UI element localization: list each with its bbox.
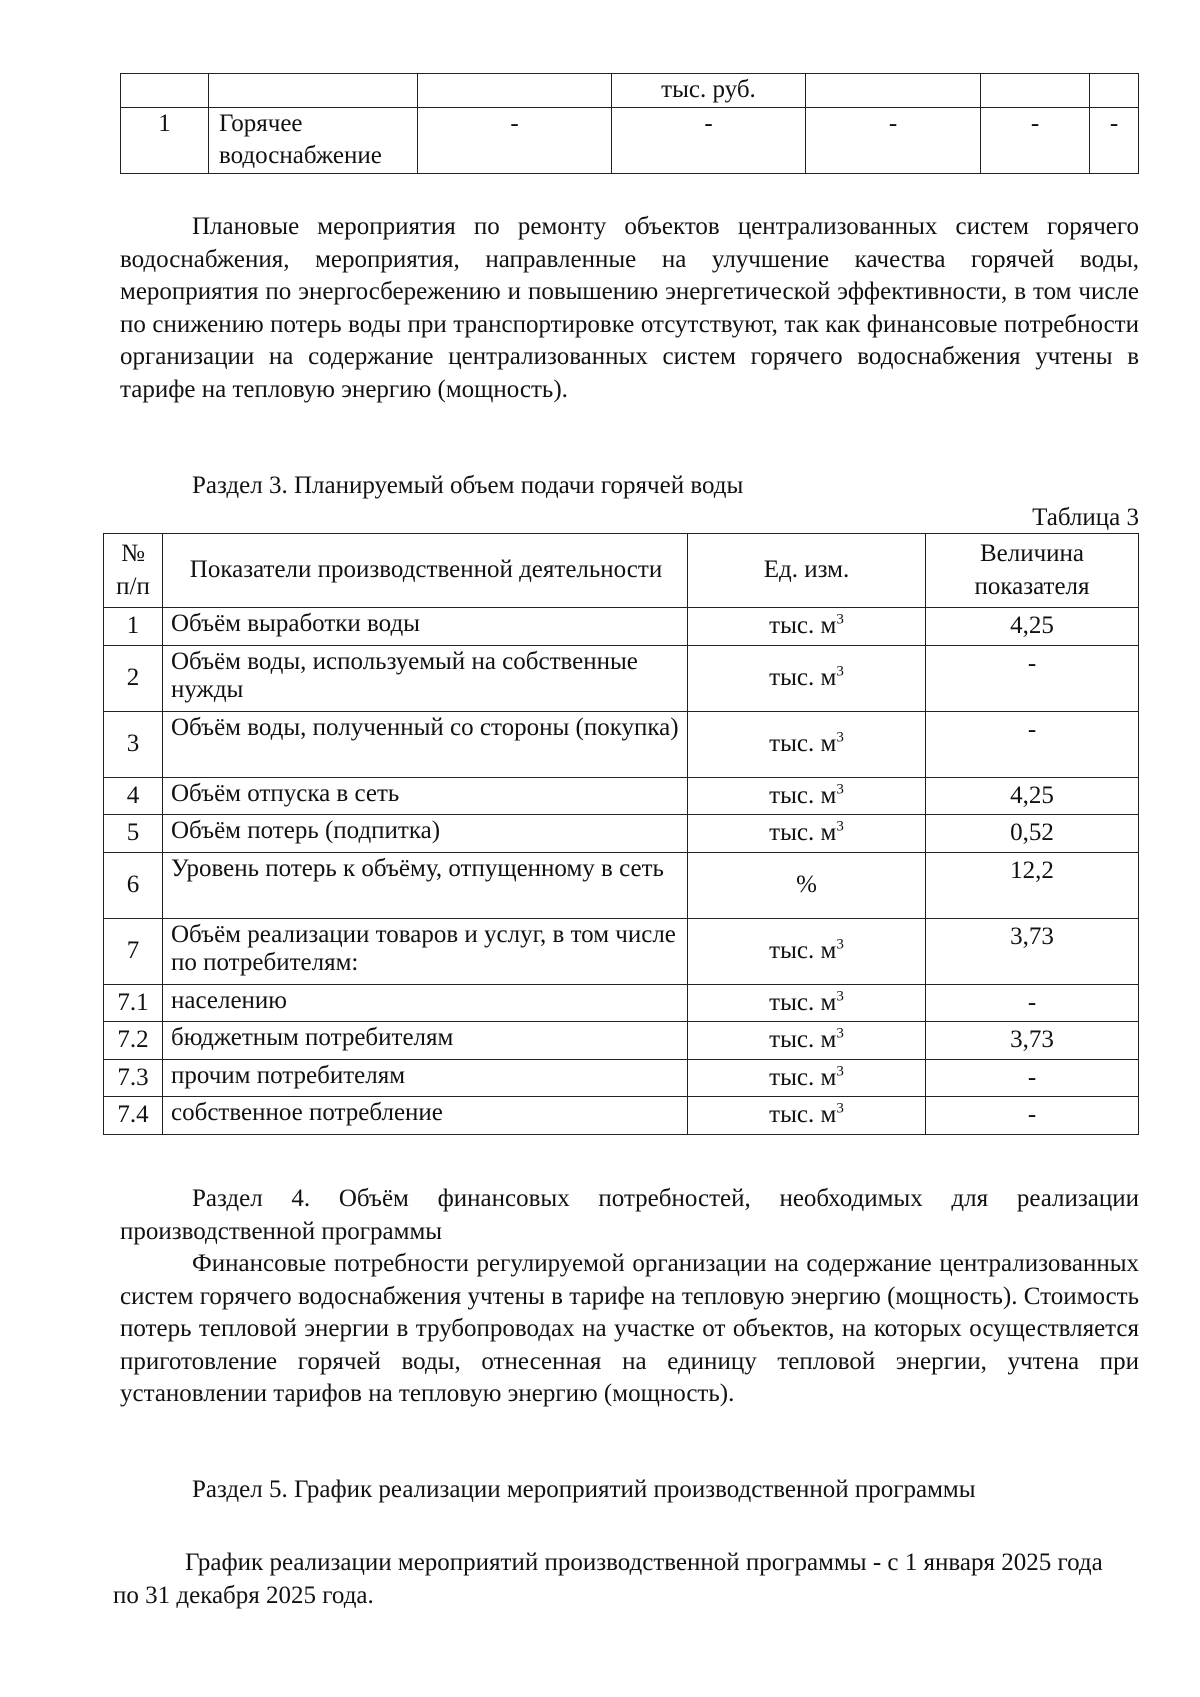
top-table-value: - [806, 107, 981, 173]
table3-row-unit-superscript: 3 [836, 1025, 844, 1042]
table3-row-unit [688, 815, 926, 853]
table3-row-unit-text: тыс. м [769, 1063, 837, 1091]
table3-row-unit-superscript: 3 [836, 936, 844, 953]
paragraph-planned-measures: Плановые мероприятия по ремонту объектов централизованных систем горячего водоснабжения, мероприятия, направленные на улучшение качества горячей воды, мероприятия по энергосбережению и повышению энергетической эффективности, в том числе по снижению потерь воды при транспортировке отсутствуют, так как финансовые потребности организации на содержание централизованных систем горячего водоснабжения учтены в тарифе на тепловую энергию (мощность). [120, 213, 1139, 403]
table3-row-unit [688, 1059, 926, 1097]
table3 [103, 533, 1139, 1135]
table3-row-unit-superscript: 3 [836, 988, 844, 1005]
table3-row-unit [688, 852, 926, 918]
paragraph-schedule: График реализации мероприятий производственной программы - с 1 января 2025 года по 31 декабря 2025 года. [113, 1549, 1103, 1609]
table3-row-unit [688, 777, 926, 815]
table3-row-unit-superscript: 3 [836, 1063, 844, 1080]
table3-row-num: 7.4 [104, 1097, 163, 1135]
table3-row [104, 777, 1139, 815]
table3-row-name: Уровень потерь к объёму, отпущенному в сеть [163, 852, 688, 918]
table3-row-value: 3,73 [926, 1022, 1139, 1060]
table3-row [104, 852, 1139, 918]
table3-row-unit-superscript: 3 [836, 818, 844, 835]
table3-row [104, 1097, 1139, 1135]
table3-row-unit-superscript: 3 [836, 729, 844, 746]
table3-row-num: 6 [104, 852, 163, 918]
table3-row-name: собственное потребление [163, 1097, 688, 1135]
table3-row-unit [688, 645, 926, 711]
table3-row-unit [688, 918, 926, 984]
top-table-row-name-line2: водоснабжение [219, 142, 382, 169]
table3-row-unit-superscript: 3 [836, 663, 844, 680]
table3-row-name: бюджетным потребителям [163, 1022, 688, 1060]
table3-row [104, 608, 1139, 646]
table3-caption: Таблица 3 [1032, 504, 1139, 531]
top-table-row-num: 1 [121, 107, 209, 173]
table3-row-unit-text: тыс. м [769, 819, 837, 846]
table3-row-value: 3,73 [926, 918, 1139, 984]
table3-row-unit-text: % [796, 870, 817, 898]
table3-header-row [104, 534, 1139, 608]
top-table-cell [806, 74, 981, 108]
top-table-row-name [209, 107, 418, 173]
table3-header-unit: Ед. изм. [688, 534, 926, 608]
table3-body [104, 608, 1139, 1135]
table3-row-unit-text: тыс. м [769, 663, 837, 691]
table3-row-name: Объём потерь (подпитка) [163, 815, 688, 853]
table3-row-num: 7 [104, 918, 163, 984]
table3-row [104, 1022, 1139, 1060]
table3-row [104, 711, 1139, 777]
table3-row [104, 918, 1139, 984]
table3-row-name: Объём реализации товаров и услуг, в том числе по потребителям: [163, 918, 688, 984]
table3-row [104, 815, 1139, 853]
table3-row-name: населению [163, 984, 688, 1022]
table3-row-num: 7.3 [104, 1059, 163, 1097]
table3-row-unit-superscript: 3 [836, 611, 844, 628]
top-table-value: - [418, 107, 612, 173]
table3-row [104, 645, 1139, 711]
table3-row-num: 4 [104, 777, 163, 815]
top-table-cell [1090, 74, 1139, 108]
table3-row-unit-text: тыс. м [769, 612, 837, 639]
table3-row [104, 984, 1139, 1022]
table3-row-name: Объём выработки воды [163, 608, 688, 646]
table3-row-unit [688, 608, 926, 646]
paragraph-financial-needs: Финансовые потребности регулируемой организации на содержание централизованных систем горячего водоснабжения учтены в тарифе на тепловую энергию (мощность). Стоимость потерь тепловой энергии в трубопроводах на участке от объектов, на которых осуществляется приготовление горячей воды, отнесенная на единицу тепловой энергии, учтена при установлении тарифов на тепловую энергию (мощность). [120, 1250, 1139, 1407]
top-table-cell [209, 74, 418, 108]
top-table-fragment [120, 73, 1139, 174]
table3-row-num: 2 [104, 645, 163, 711]
table3-row-value: - [926, 1097, 1139, 1135]
top-table-row-name-line1: Горячее [219, 109, 303, 137]
top-table-cell [121, 74, 209, 108]
top-table-value: - [1090, 107, 1139, 173]
top-table-value: - [612, 107, 806, 173]
table3-row-unit-superscript: 3 [836, 781, 844, 798]
table3-row-value: - [926, 984, 1139, 1022]
table3-row-num: 7.2 [104, 1022, 163, 1060]
table3-row-unit-text: тыс. м [769, 936, 837, 964]
table3-row-value: 4,25 [926, 777, 1139, 815]
table3-row [104, 1059, 1139, 1097]
top-table-header-row [121, 74, 1139, 108]
top-table-value: - [981, 107, 1090, 173]
table3-row-name: Объём воды, используемый на собственные нужды [163, 645, 688, 711]
table3-row-unit-superscript: 3 [836, 1100, 844, 1117]
table3-header-value: Величина показателя [926, 534, 1139, 608]
table3-row-name: Объём воды, полученный со стороны (покупка) [163, 711, 688, 777]
table3-row-unit-text: тыс. м [769, 1026, 837, 1053]
table3-row-value: - [926, 1059, 1139, 1097]
table3-row-value: - [926, 711, 1139, 777]
table3-row-unit-text: тыс. м [769, 729, 837, 757]
top-table-unit-header: тыс. руб. [612, 74, 806, 108]
table3-header-name: Показатели производственной деятельности [163, 534, 688, 608]
top-table-cell [418, 74, 612, 108]
table3-row-num: 5 [104, 815, 163, 853]
table3-row-value: 4,25 [926, 608, 1139, 646]
table3-header-num: № п/п [104, 534, 163, 608]
table3-row-value: - [926, 645, 1139, 711]
top-table-cell [981, 74, 1090, 108]
table3-row-unit [688, 711, 926, 777]
table3-row-unit [688, 1022, 926, 1060]
top-table-row [121, 107, 1139, 173]
table3-row-unit [688, 984, 926, 1022]
table3-row-unit-text: тыс. м [769, 781, 837, 809]
section5-heading: Раздел 5. График реализации мероприятий производственной программы [192, 1476, 976, 1503]
table3-row-num: 1 [104, 608, 163, 646]
section3-heading: Раздел 3. Планируемый объем подачи горячей воды [192, 472, 744, 499]
section4-heading: Раздел 4. Объём финансовых потребностей, необходимых для реализации производственной программы [120, 1185, 1139, 1245]
table3-row-name: прочим потребителям [163, 1059, 688, 1097]
table3-row-value: 12,2 [926, 852, 1139, 918]
table3-row-value: 0,52 [926, 815, 1139, 853]
table3-row-unit [688, 1097, 926, 1135]
table3-row-unit-text: тыс. м [769, 988, 837, 1016]
table3-row-name: Объём отпуска в сеть [163, 777, 688, 815]
table3-row-num: 7.1 [104, 984, 163, 1022]
table3-row-unit-text: тыс. м [769, 1101, 837, 1128]
table3-row-num: 3 [104, 711, 163, 777]
